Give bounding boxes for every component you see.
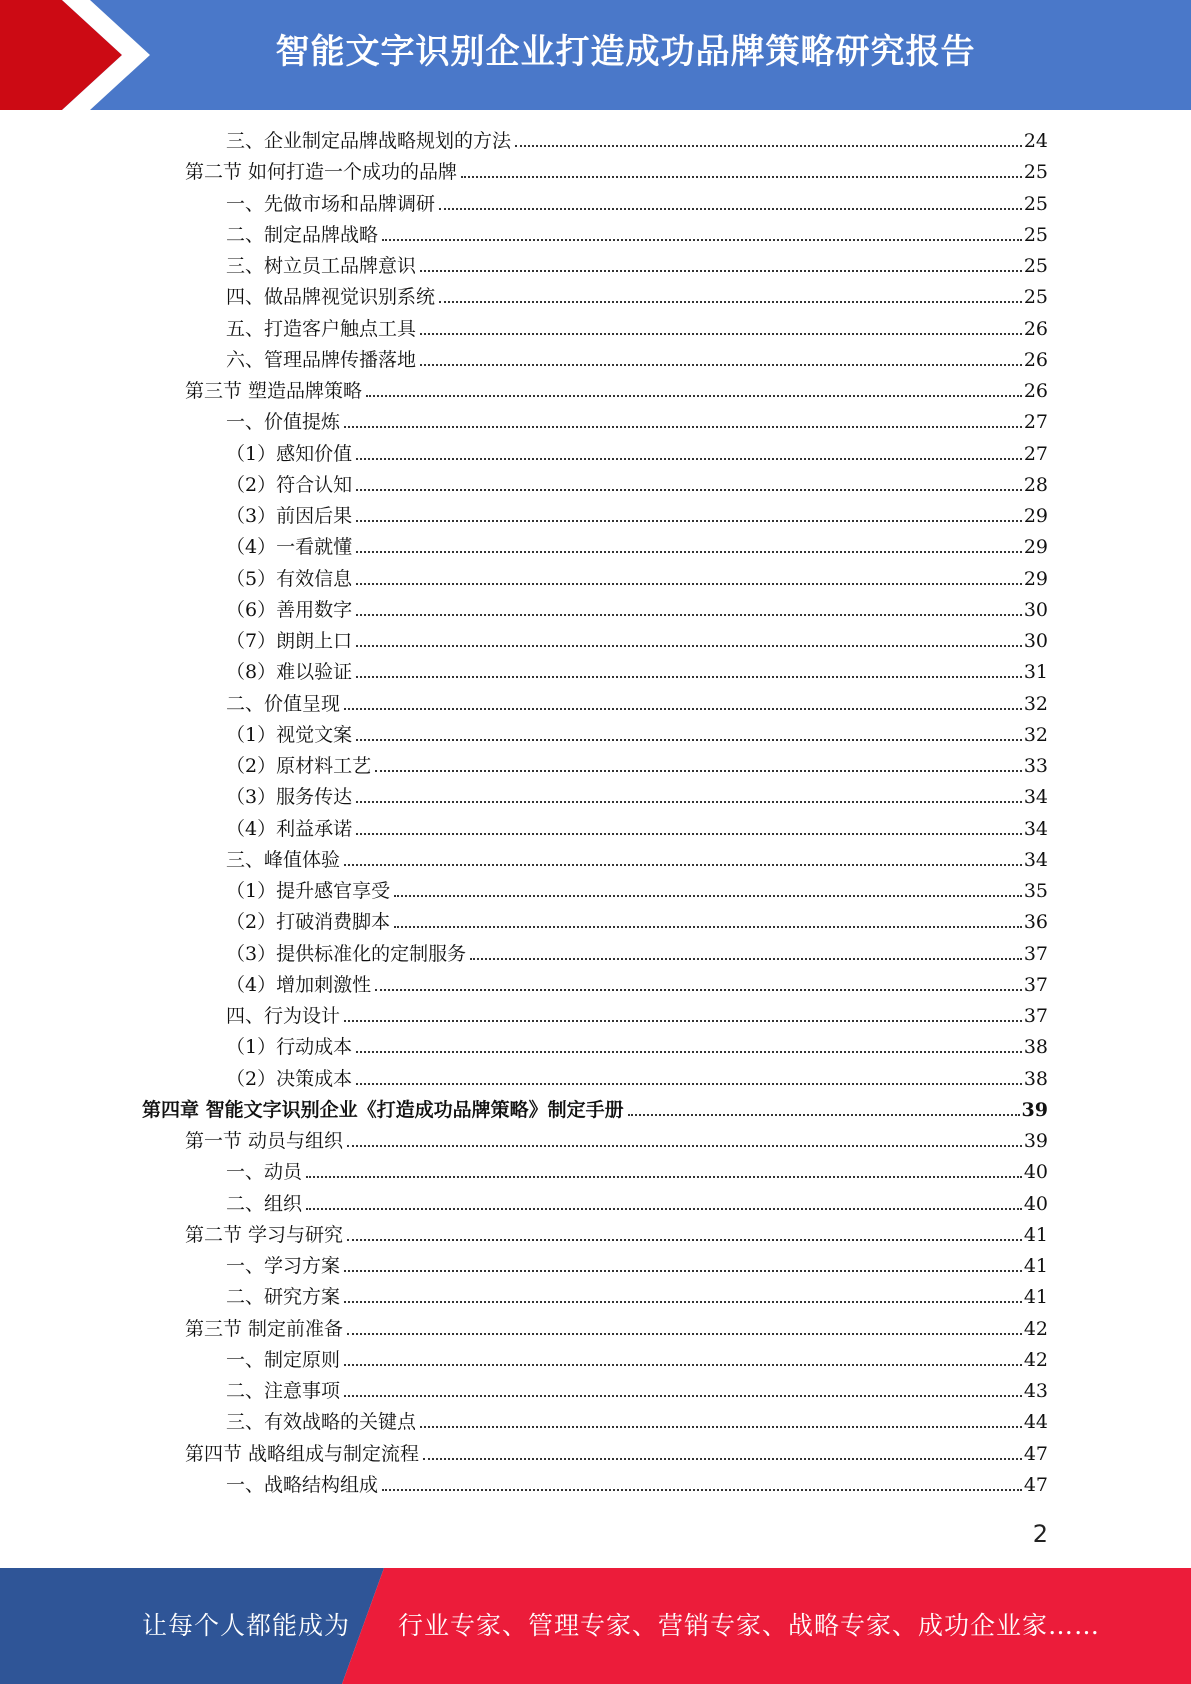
toc-leader-dots bbox=[420, 270, 1022, 272]
toc-entry-page: 44 bbox=[1023, 1411, 1048, 1434]
toc-leader-dots bbox=[347, 1239, 1022, 1241]
toc-entry-page: 30 bbox=[1023, 598, 1048, 621]
toc-entry-title: （5）有效信息 bbox=[226, 567, 353, 590]
toc-leader-dots bbox=[382, 239, 1022, 241]
toc-entry-page: 27 bbox=[1023, 442, 1048, 465]
page-header bbox=[0, 0, 1191, 110]
toc-leader-dots bbox=[347, 1145, 1022, 1147]
toc-entry-page: 43 bbox=[1023, 1380, 1048, 1402]
toc-entry[interactable] bbox=[226, 407, 1048, 438]
toc-entry-page: 40 bbox=[1023, 1161, 1048, 1184]
toc-entry-page: 39 bbox=[1023, 1130, 1048, 1152]
toc-leader-dots bbox=[420, 333, 1022, 335]
toc-entry[interactable] bbox=[226, 876, 1048, 907]
toc-entry[interactable] bbox=[226, 314, 1048, 345]
toc-entry-title: （2）原材料工艺 bbox=[226, 755, 372, 777]
toc-entry-title: （3）前因后果 bbox=[226, 505, 353, 527]
toc-entry-title: 三、有效战略的关键点 bbox=[226, 1411, 417, 1434]
toc-leader-dots bbox=[344, 426, 1022, 428]
toc-leader-dots bbox=[356, 676, 1022, 678]
toc-entry-title: （1）行动成本 bbox=[226, 1036, 353, 1059]
toc-entry-page: 32 bbox=[1023, 723, 1048, 746]
toc-leader-dots bbox=[356, 614, 1022, 616]
toc-entry[interactable] bbox=[226, 845, 1048, 876]
toc-leader-dots bbox=[356, 833, 1022, 835]
toc-entry[interactable] bbox=[226, 970, 1048, 1001]
page-number: 2 bbox=[1032, 1520, 1048, 1548]
toc-entry[interactable] bbox=[226, 1064, 1048, 1095]
toc-entry-page: 41 bbox=[1023, 1255, 1048, 1277]
toc-entry-page: 25 bbox=[1023, 223, 1048, 246]
toc-entry-page: 26 bbox=[1023, 348, 1048, 371]
toc-entry-title: 六、管理品牌传播落地 bbox=[226, 348, 417, 371]
toc-entry[interactable] bbox=[226, 439, 1048, 470]
toc-leader-dots bbox=[356, 583, 1022, 585]
toc-entry-page: 40 bbox=[1023, 1192, 1048, 1215]
toc-entry[interactable] bbox=[226, 126, 1048, 157]
toc-entry-title: （3）提供标准化的定制服务 bbox=[226, 942, 467, 965]
toc-leader-dots bbox=[344, 1301, 1022, 1303]
toc-entry-title: 第二节 学习与研究 bbox=[185, 1223, 344, 1246]
toc-entry[interactable] bbox=[226, 1345, 1048, 1376]
toc-entry-title: 一、先做市场和品牌调研 bbox=[226, 192, 436, 215]
toc-entry-page: 42 bbox=[1023, 1348, 1048, 1371]
toc-entry[interactable] bbox=[226, 1407, 1048, 1438]
toc-leader-dots bbox=[344, 1364, 1022, 1366]
toc-leader-dots bbox=[515, 145, 1022, 147]
toc-leader-dots bbox=[344, 864, 1022, 866]
toc-entry-page: 24 bbox=[1023, 130, 1048, 152]
toc-entry-page: 35 bbox=[1023, 880, 1048, 902]
toc-entry[interactable] bbox=[226, 1157, 1048, 1188]
toc-entry[interactable] bbox=[226, 1001, 1048, 1032]
toc-entry-page: 47 bbox=[1023, 1442, 1048, 1465]
report-title: 智能文字识别企业打造成功品牌策略研究报告 bbox=[275, 32, 976, 72]
toc-entry[interactable] bbox=[226, 626, 1048, 657]
toc-entry[interactable] bbox=[226, 1251, 1048, 1282]
toc-entry-title: 第三节 制定前准备 bbox=[185, 1317, 344, 1340]
toc-leader-dots bbox=[366, 395, 1022, 397]
toc-entry[interactable] bbox=[226, 689, 1048, 720]
toc-entry-page: 34 bbox=[1023, 817, 1048, 840]
toc-entry[interactable] bbox=[142, 1095, 1048, 1126]
toc-entry-title: （4）利益承诺 bbox=[226, 817, 353, 840]
toc-entry-title: 第一节 动员与组织 bbox=[185, 1130, 344, 1152]
toc-entry[interactable] bbox=[226, 501, 1048, 532]
toc-leader-dots bbox=[356, 739, 1022, 741]
page-footer bbox=[0, 1568, 1191, 1684]
toc-entry-title: （4）增加刺激性 bbox=[226, 973, 372, 996]
toc-leader-dots bbox=[375, 989, 1022, 991]
toc-entry[interactable] bbox=[226, 282, 1048, 313]
footer-slogan-right: 行业专家、管理专家、营销专家、战略专家、成功企业家…… bbox=[398, 1611, 1101, 1640]
toc-entry[interactable] bbox=[226, 1282, 1048, 1313]
toc-leader-dots bbox=[356, 645, 1022, 647]
toc-entry-title: 二、注意事项 bbox=[226, 1380, 341, 1402]
toc-leader-dots bbox=[306, 1176, 1022, 1178]
toc-leader-dots bbox=[382, 1489, 1022, 1491]
toc-entry-page: 25 bbox=[1023, 161, 1048, 184]
toc-entry-title: （4）一看就懂 bbox=[226, 536, 353, 559]
toc-entry-page: 37 bbox=[1023, 973, 1048, 996]
toc-leader-dots bbox=[344, 1020, 1022, 1022]
toc-leader-dots bbox=[356, 489, 1022, 491]
toc-leader-dots bbox=[394, 895, 1022, 897]
toc-entry-page: 41 bbox=[1023, 1286, 1048, 1309]
toc-entry-page: 31 bbox=[1023, 661, 1048, 684]
toc-entry-title: 二、研究方案 bbox=[226, 1286, 341, 1309]
toc-leader-dots bbox=[394, 926, 1022, 928]
toc-leader-dots bbox=[439, 208, 1022, 210]
toc-entry-title: （2）符合认知 bbox=[226, 473, 353, 496]
toc-entry-page: 25 bbox=[1023, 286, 1048, 309]
toc-entry-title: 五、打造客户触点工具 bbox=[226, 317, 417, 340]
toc-entry-page: 34 bbox=[1023, 786, 1048, 809]
toc-entry[interactable] bbox=[185, 157, 1048, 188]
toc-entry-title: （2）决策成本 bbox=[226, 1067, 353, 1090]
toc-entry-title: 二、组织 bbox=[226, 1192, 303, 1215]
toc-leader-dots bbox=[356, 801, 1022, 803]
toc-entry-page: 25 bbox=[1023, 192, 1048, 215]
toc-entry-title: （1）感知价值 bbox=[226, 442, 353, 465]
toc-entry-title: （8）难以验证 bbox=[226, 661, 353, 684]
toc-entry-title: 三、树立员工品牌意识 bbox=[226, 255, 417, 277]
toc-entry-title: （1）提升感官享受 bbox=[226, 880, 391, 902]
toc-entry[interactable] bbox=[226, 564, 1048, 595]
toc-entry[interactable] bbox=[226, 251, 1048, 282]
toc-entry-title: 第二节 如何打造一个成功的品牌 bbox=[185, 161, 458, 184]
toc-entry[interactable] bbox=[226, 814, 1048, 845]
toc-entry[interactable] bbox=[185, 1314, 1048, 1345]
footer-slogan-left: 让每个人都能成为 bbox=[142, 1611, 351, 1640]
toc-entry[interactable] bbox=[226, 782, 1048, 813]
toc-entry-page: 27 bbox=[1023, 411, 1048, 434]
toc-entry-page: 33 bbox=[1023, 755, 1048, 777]
toc-entry[interactable] bbox=[226, 1376, 1048, 1407]
toc-entry-page: 25 bbox=[1023, 255, 1048, 277]
toc-entry-page: 32 bbox=[1023, 692, 1048, 715]
toc-entry-title: （3）服务传达 bbox=[226, 786, 353, 809]
toc-entry-page: 29 bbox=[1023, 536, 1048, 559]
toc-entry-page: 36 bbox=[1023, 911, 1048, 934]
toc-leader-dots bbox=[420, 1426, 1022, 1428]
toc-leader-dots bbox=[356, 1083, 1022, 1085]
toc-entry-title: 第四节 战略组成与制定流程 bbox=[185, 1442, 420, 1465]
toc-entry[interactable] bbox=[226, 1032, 1048, 1063]
toc-entry-title: 四、行为设计 bbox=[226, 1005, 341, 1027]
toc-entry-title: （6）善用数字 bbox=[226, 598, 353, 621]
toc-leader-dots bbox=[628, 1114, 1020, 1116]
toc-leader-dots bbox=[344, 1270, 1022, 1272]
toc-entry-title: 三、企业制定品牌战略规划的方法 bbox=[226, 130, 512, 152]
toc-leader-dots bbox=[375, 770, 1022, 772]
toc-entry-title: 一、价值提炼 bbox=[226, 411, 341, 434]
toc-entry-page: 34 bbox=[1023, 848, 1048, 871]
toc-entry-title: 第四章 智能文字识别企业《打造成功品牌策略》制定手册 bbox=[142, 1098, 624, 1121]
toc-entry-title: （7）朗朗上口 bbox=[226, 630, 353, 652]
toc-entry[interactable] bbox=[226, 532, 1048, 563]
toc-entry[interactable] bbox=[226, 720, 1048, 751]
toc-entry[interactable] bbox=[185, 1126, 1048, 1157]
toc-entry-page: 29 bbox=[1023, 505, 1048, 527]
toc-entry-page: 26 bbox=[1023, 380, 1048, 402]
toc-entry-page: 30 bbox=[1023, 630, 1048, 652]
toc-entry-title: 二、制定品牌战略 bbox=[226, 223, 379, 246]
toc-entry[interactable] bbox=[226, 751, 1048, 782]
toc-entry-page: 28 bbox=[1023, 473, 1048, 496]
toc-entry-page: 39 bbox=[1021, 1098, 1048, 1121]
toc-entry[interactable] bbox=[185, 1439, 1048, 1470]
toc-leader-dots bbox=[461, 176, 1022, 178]
toc-leader-dots bbox=[344, 708, 1022, 710]
toc-entry[interactable] bbox=[226, 345, 1048, 376]
toc-leader-dots bbox=[356, 458, 1022, 460]
toc-entry-title: 一、战略结构组成 bbox=[226, 1473, 379, 1496]
toc-entry-title: 四、做品牌视觉识别系统 bbox=[226, 286, 436, 309]
toc-entry-title: （2）打破消费脚本 bbox=[226, 911, 391, 934]
toc-leader-dots bbox=[356, 1051, 1022, 1053]
toc-entry-title: 一、制定原则 bbox=[226, 1348, 341, 1371]
toc-entry[interactable] bbox=[226, 470, 1048, 501]
toc-entry-page: 42 bbox=[1023, 1317, 1048, 1340]
toc-entry[interactable] bbox=[226, 220, 1048, 251]
toc-entry[interactable] bbox=[226, 1470, 1048, 1501]
toc-entry[interactable] bbox=[226, 657, 1048, 688]
toc-entry[interactable] bbox=[226, 1189, 1048, 1220]
toc-entry[interactable] bbox=[226, 907, 1048, 938]
toc-entry-title: 第三节 塑造品牌策略 bbox=[185, 380, 363, 402]
toc-entry[interactable] bbox=[185, 376, 1048, 407]
toc-leader-dots bbox=[356, 520, 1022, 522]
toc-entry-page: 38 bbox=[1023, 1067, 1048, 1090]
toc-entry[interactable] bbox=[226, 189, 1048, 220]
toc-entry-title: 一、学习方案 bbox=[226, 1255, 341, 1277]
toc-entry-title: 一、动员 bbox=[226, 1161, 303, 1184]
toc-entry-title: 三、峰值体验 bbox=[226, 848, 341, 871]
toc-entry-page: 29 bbox=[1023, 567, 1048, 590]
toc-leader-dots bbox=[420, 364, 1022, 366]
toc-entry-title: （1）视觉文案 bbox=[226, 723, 353, 746]
toc-leader-dots bbox=[439, 301, 1022, 303]
toc-entry[interactable] bbox=[226, 939, 1048, 970]
toc-leader-dots bbox=[423, 1458, 1022, 1460]
toc-leader-dots bbox=[470, 958, 1022, 960]
toc-leader-dots bbox=[306, 1208, 1022, 1210]
toc-leader-dots bbox=[344, 1395, 1022, 1397]
toc-entry-page: 38 bbox=[1023, 1036, 1048, 1059]
toc-entry-page: 37 bbox=[1023, 942, 1048, 965]
toc-entry[interactable] bbox=[185, 1220, 1048, 1251]
toc-entry-page: 37 bbox=[1023, 1005, 1048, 1027]
toc-entry-page: 47 bbox=[1023, 1473, 1048, 1496]
toc-entry-page: 41 bbox=[1023, 1223, 1048, 1246]
toc-entry[interactable] bbox=[226, 595, 1048, 626]
toc-leader-dots bbox=[347, 1333, 1022, 1335]
toc-entry-page: 26 bbox=[1023, 317, 1048, 340]
toc-entry-title: 二、价值呈现 bbox=[226, 692, 341, 715]
toc-leader-dots bbox=[356, 551, 1022, 553]
